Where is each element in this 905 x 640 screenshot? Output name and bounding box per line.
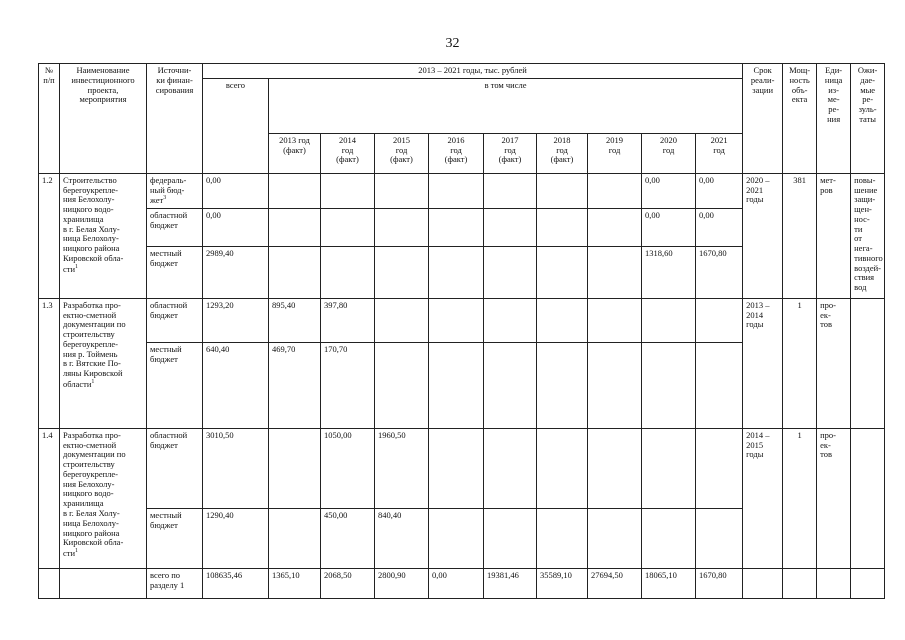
- implementation-term: 2020 – 2021 годы: [743, 173, 783, 298]
- total-amount: 0,00: [203, 173, 269, 208]
- funding-source-text: местный бюджет: [150, 509, 182, 530]
- total-amount: 3010,50: [203, 428, 269, 508]
- year-amount: [484, 428, 537, 508]
- year-amount: 840,40: [375, 508, 429, 568]
- funding-source: [147, 508, 203, 568]
- funding-source: [147, 428, 203, 508]
- year-amount: [321, 208, 375, 246]
- funding-source-text: местный бюджет: [150, 247, 182, 268]
- year-amount: 1960,50: [375, 428, 429, 508]
- year-amount: [269, 246, 321, 298]
- header-year-1: 2014 год (факт): [321, 133, 375, 173]
- funding-source: [147, 173, 203, 208]
- expected-result: повы- шение защи- щен- нос- ти от нега- тивного воздей- ствия вод: [851, 173, 885, 298]
- year-amount: 1318,60: [642, 246, 696, 298]
- project-capacity: 1: [783, 298, 817, 428]
- summary-label: всего по разделу 1: [147, 568, 203, 598]
- funding-source-text: областной бюджет: [150, 299, 188, 320]
- summary-empty-cell: [817, 568, 851, 598]
- footnote-mark: 3: [163, 195, 167, 202]
- total-amount: 2989,40: [203, 246, 269, 298]
- summary-year-amount: 2800,90: [375, 568, 429, 598]
- investment-projects-table: [38, 63, 885, 599]
- year-amount: [642, 342, 696, 428]
- year-amount: [588, 298, 642, 342]
- summary-year-amount: 19381,46: [484, 568, 537, 598]
- summary-empty-cell: [743, 568, 783, 598]
- year-amount: [375, 208, 429, 246]
- header-unit: Еди- ница из- ме- ре- ния: [817, 64, 851, 174]
- funding-source: [147, 298, 203, 342]
- header-year-4: 2017 год (факт): [484, 133, 537, 173]
- year-amount: [696, 298, 743, 342]
- header-term: Срок реали- зации: [743, 64, 783, 174]
- year-amount: [321, 246, 375, 298]
- year-amount: [537, 246, 588, 298]
- table-row: [39, 428, 885, 508]
- year-amount: [375, 173, 429, 208]
- year-amount: [537, 298, 588, 342]
- summary-empty-cell: [851, 568, 885, 598]
- year-amount: [429, 246, 484, 298]
- year-amount: [269, 173, 321, 208]
- header-including: в том числе: [269, 78, 743, 133]
- total-amount: 1290,40: [203, 508, 269, 568]
- project-name-text: Разработка про- ектно-сметной документации по строительству берегоукрепле- ния Белохолу- ницкого водо- хранилища в г. Белая Холу- ница Белохолу- ницкого района Кировской обла- сти: [63, 429, 126, 558]
- year-amount: [588, 246, 642, 298]
- year-amount: 0,00: [696, 208, 743, 246]
- summary-year-amount: 2068,50: [321, 568, 375, 598]
- year-amount: 450,00: [321, 508, 375, 568]
- year-amount: [484, 508, 537, 568]
- header-total: всего: [203, 78, 269, 173]
- table-row: [39, 173, 885, 208]
- year-amount: [696, 342, 743, 428]
- year-amount: [269, 508, 321, 568]
- footnote-mark: 1: [75, 548, 79, 555]
- summary-total: 108635,46: [203, 568, 269, 598]
- year-amount: [537, 428, 588, 508]
- year-amount: [269, 428, 321, 508]
- year-amount: [429, 342, 484, 428]
- summary-empty-cell: [783, 568, 817, 598]
- year-amount: [642, 298, 696, 342]
- year-amount: [429, 508, 484, 568]
- year-amount: [429, 208, 484, 246]
- year-amount: 1050,00: [321, 428, 375, 508]
- summary-number-empty: [39, 568, 60, 598]
- header-year-8: 2021 год: [696, 133, 743, 173]
- funding-source-text: областной бюджет: [150, 429, 188, 450]
- year-amount: 397,80: [321, 298, 375, 342]
- header-number: № п/п: [39, 64, 60, 174]
- project-name: [60, 173, 147, 298]
- summary-name-empty: [60, 568, 147, 598]
- year-amount: [484, 298, 537, 342]
- year-amount: [484, 342, 537, 428]
- year-amount: 0,00: [642, 173, 696, 208]
- year-amount: [484, 208, 537, 246]
- year-amount: [269, 208, 321, 246]
- table-body: [39, 173, 885, 598]
- year-amount: 895,40: [269, 298, 321, 342]
- project-name: [60, 428, 147, 568]
- year-amount: [537, 508, 588, 568]
- year-amount: [375, 342, 429, 428]
- year-amount: [375, 298, 429, 342]
- project-number: 1.3: [39, 298, 60, 428]
- project-number: 1.2: [39, 173, 60, 298]
- year-amount: [321, 173, 375, 208]
- header-year-2: 2015 год (факт): [375, 133, 429, 173]
- total-amount: 0,00: [203, 208, 269, 246]
- project-name-text: Строительство берегоукрепле- ния Белохолу- ницкого водо- хранилища в г. Белая Холу- ница Белохолу- ницкого района Кировской обла- сти: [63, 174, 124, 274]
- year-amount: [537, 208, 588, 246]
- funding-source: [147, 246, 203, 298]
- summary-year-amount: 35589,10: [537, 568, 588, 598]
- year-amount: 170,70: [321, 342, 375, 428]
- project-name-text: Разработка про- ектно-сметной документации по строительству берегоукрепле- ния р. Тоймень в г. Вятские По- ляны Кировской области: [63, 299, 126, 389]
- year-amount: [537, 342, 588, 428]
- funding-source: [147, 208, 203, 246]
- measure-unit: про- ек- тов: [817, 428, 851, 568]
- year-amount: 0,00: [642, 208, 696, 246]
- header-result: Ожи- дае- мые ре- зуль- таты: [851, 64, 885, 174]
- year-amount: 469,70: [269, 342, 321, 428]
- table-header: [39, 64, 885, 174]
- header-capacity: Мощ- ность объ- екта: [783, 64, 817, 174]
- header-funding-source: Источни- ки финан- сирования: [147, 64, 203, 174]
- measure-unit: мет- ров: [817, 173, 851, 298]
- funding-source: [147, 342, 203, 428]
- year-amount: [696, 508, 743, 568]
- funding-source-text: областной бюджет: [150, 209, 188, 230]
- year-amount: 0,00: [696, 173, 743, 208]
- total-amount: 640,40: [203, 342, 269, 428]
- year-amount: [588, 508, 642, 568]
- header-period: 2013 – 2021 годы, тыс. рублей: [203, 64, 743, 79]
- header-year-7: 2020 год: [642, 133, 696, 173]
- funding-source-text: федераль- ный бюд- жет: [150, 174, 187, 206]
- project-number: 1.4: [39, 428, 60, 568]
- summary-row: [39, 568, 885, 598]
- header-year-0: 2013 год (факт): [269, 133, 321, 173]
- page-number: 32: [445, 36, 460, 51]
- year-amount: [642, 508, 696, 568]
- footnote-mark: 1: [91, 379, 95, 386]
- summary-year-amount: 27694,50: [588, 568, 642, 598]
- summary-year-amount: 1365,10: [269, 568, 321, 598]
- project-name: [60, 298, 147, 428]
- year-amount: [537, 173, 588, 208]
- summary-year-amount: 18065,10: [642, 568, 696, 598]
- header-project-name: Наименование инвестиционного проекта, мероприятия: [60, 64, 147, 174]
- summary-year-amount: 0,00: [429, 568, 484, 598]
- year-amount: [588, 173, 642, 208]
- expected-result: [851, 298, 885, 428]
- implementation-term: 2013 – 2014 годы: [743, 298, 783, 428]
- year-amount: [429, 428, 484, 508]
- header-year-6: 2019 год: [588, 133, 642, 173]
- year-amount: 1670,80: [696, 246, 743, 298]
- year-amount: [588, 342, 642, 428]
- year-amount: [642, 428, 696, 508]
- summary-year-amount: 1670,80: [696, 568, 743, 598]
- total-amount: 1293,20: [203, 298, 269, 342]
- year-amount: [696, 428, 743, 508]
- year-amount: [375, 246, 429, 298]
- header-year-3: 2016 год (факт): [429, 133, 484, 173]
- table-row: [39, 298, 885, 342]
- year-amount: [484, 246, 537, 298]
- year-amount: [429, 173, 484, 208]
- expected-result: [851, 428, 885, 568]
- header-year-5: 2018 год (факт): [537, 133, 588, 173]
- project-capacity: 1: [783, 428, 817, 568]
- year-amount: [588, 208, 642, 246]
- measure-unit: про- ек- тов: [817, 298, 851, 428]
- year-amount: [588, 428, 642, 508]
- implementation-term: 2014 – 2015 годы: [743, 428, 783, 568]
- funding-source-text: местный бюджет: [150, 343, 182, 364]
- year-amount: [429, 298, 484, 342]
- year-amount: [484, 173, 537, 208]
- footnote-mark: 1: [75, 263, 79, 270]
- project-capacity: 381: [783, 173, 817, 298]
